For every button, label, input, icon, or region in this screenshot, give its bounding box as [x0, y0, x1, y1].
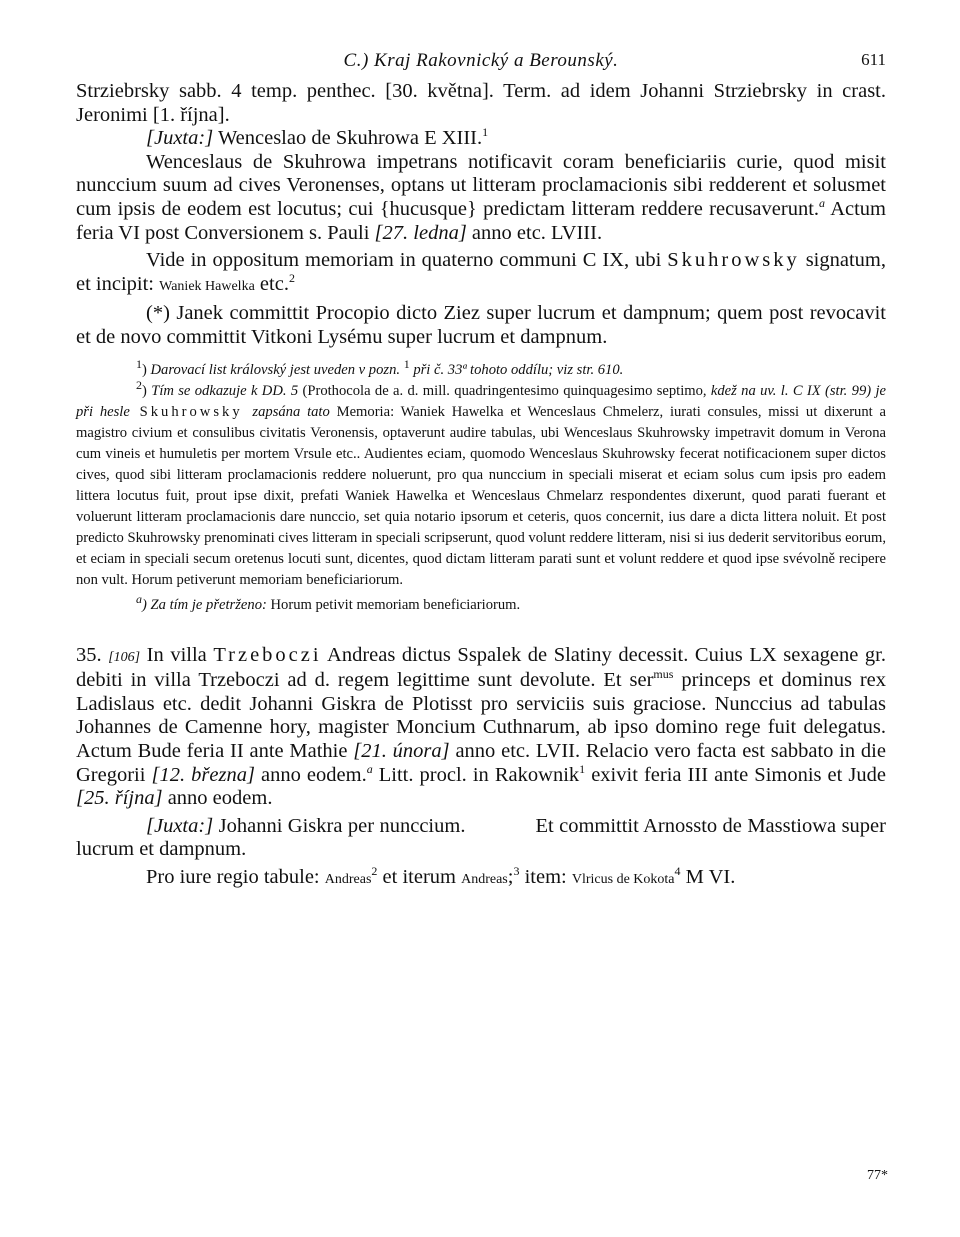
sheet-mark: 77*	[867, 1168, 888, 1183]
actum-text: Actum feria VI post Conversionem s. Pauli	[76, 197, 886, 244]
folio-ref: [106]	[108, 649, 141, 665]
pro-text-d: item:	[519, 865, 572, 888]
entry-text-3: princeps et dominus rex Ladislaus etc. dedit Johanni Giskra de Plotisst pro serviciis suis graciose. Nunccius ad tabulas Johannes de Camenne hory, magister Moncium Cuthnarum, ab ipso domino rege fuit delegatus. Actum Bude feria II ante Mathie	[76, 669, 886, 762]
entry-text-2: Andreas dictus Sspalek de Slatiny decessit. Cuius LX sexagene gr. debiti in villa Trzeboczi ad d. regem legittime sunt devolute. Et ser	[76, 643, 887, 692]
footnote-ref-4-35: 4	[674, 864, 681, 879]
page-number: 611	[861, 50, 886, 69]
footnote-ref-2: 2	[288, 270, 295, 285]
anno-text: anno etc. LVIII.	[466, 221, 603, 244]
place-trzeboczi: Trzeboczi	[213, 643, 322, 666]
wenceslaus-text: Wenceslaus de Skuhrowa impetrans notificavit coram beneficiariis curie, quod misit nunccium suum ad cives Veronenses, optans ut litteram proclamacionis sibi redderent et solusmet cum ipsis de eodem est locutus; cui {hucusque} predictam litteram reddere recusaverunt.	[76, 150, 886, 220]
footnote-2-memoria: Memoria: Waniek Hawelka et Wenceslaus Chmelerz, iurati consules, missi ut dixerunt a magistro civium et consulibus civitatis Veronensis, optaverunt audire tabulas, ubi Wenceslaus Skuhrowsky impetravit domum in Verona cum vineis et humuletis per mortem Vrsule etc.. Audientes eciam, quomodo Wenceslaus Skuhrowsky fecerat notificacionem super dictos cives, quod sibi litteram proclamacionis reddere noluerunt, pro qua nunccium in speciali miserat et eciam solus cum ipsis pro eadem littera locutus fuit, prout ipse dixit, prefati Waniek Hawelka et Wenceslaus Chmelarz respondentes dixerunt, quod parati fuerant et voluerunt litteram proclamacionis dare nunccio, set quia notario ipsorum et ceteris, quos concernit, ius dare a dicta littera noluit. Et post predicto Skuhrowsky prenominati cives litteram in speciali scripserunt, quod volunt reddere litteram, nisi si ius dederit servitoribus eorum, et eciam in speciali secum oretenus locuti sunt, dicentes, quod dictam litteram parati sunt et volunt reddere et quod ipse svévolně recipere non vult. Horum petiverunt memoriam beneficiariorum.	[76, 403, 886, 588]
footnote-ref-a: a	[819, 196, 826, 211]
footnote-1-rest: při č. 33ª tohoto oddílu; viz str. 610.	[409, 361, 624, 378]
paragraph-term: Strziebrsky sabb. 4 temp. penthec. [30. května]. Term. ad idem Johanni Strziebrsky in crast. Jeronimi [1. října].	[76, 80, 886, 126]
footnote-a	[76, 591, 886, 616]
juxta-label: [Juxta:]	[146, 127, 214, 150]
paragraph-janek: (*) Janek committit Procopio dicto Ziez super lucrum et dampnum; quem post revocavit et de novo committit Vitkoni Lysému super lucrum et dampnum.	[76, 302, 886, 348]
juxta-35-text: Johanni Giskra per nunccium.	[213, 814, 466, 837]
footnote-ref-1: 1	[482, 125, 489, 140]
entry-text-5: anno eodem.	[254, 763, 367, 786]
footnote-a-text: Horum petivit memoriam beneficiariorum.	[266, 596, 521, 613]
signatum-text: signatum, et incipit:	[76, 249, 886, 295]
footnote-2: $^2$) Tím se odkazuje k DD. 5 (Prothocola de a. d. mill. quadringentesimo quinquagesimo septimo, kdež na uv. l. C IX (str. 99) je při hesle Skuhrowsky zapsána tato Memoria: Waniek Hawelka et Wenceslaus Chmelerz, iurati consules, missi ut dixerunt a magistro civium et consulibus civitatis Veronensis, optaverunt audire tabulas, ubi Wenceslaus Skuhrowsky impetravit domum in Verona cum vineis et humuletis per mortem Vrsule etc.. Audientes eciam, quomodo Wenceslaus Skuhrowsky fecerat notificacionem super dictos cives, quod sibi litteram proclamacionis reddere noluerunt, pro qua nunccium in speciali miserat et eciam solus cum ipsis pro eadem littera locutus fuit, prout ipse dixit, prefati Waniek Hawelka et Wenceslaus Chmelarz respondentes dixerunt, quod parati fuerant et voluerunt litteram proclamacionis dare nunccio, set quia notario ipsorum et ceteris, quos concernit, ius dare a dicta littera noluit. Et post predicto Skuhrowsky prenominati cives litteram in speciali scripserunt, quod volunt reddere litteram, nisi si ius dederit servitoribus eorum, et eciam in speciali secum oretenus locuti sunt, dicentes, quod dictam litteram parati sunt et volunt reddere et quod ipse svévolně recipere non vult. Horum petiverunt memoriam beneficiariorum.	[76, 377, 886, 588]
sup-mus: mus	[653, 667, 674, 682]
footnote-a-letter: a	[136, 591, 142, 606]
running-head: C.) Kraj Rakovnický a Berounský.	[343, 50, 619, 71]
juxta-35-label: [Juxta:]	[146, 814, 214, 837]
vide-text: Vide in oppositum memoriam in quaterno communi C IX, ubi	[146, 249, 668, 272]
pro-text-b: et iterum	[377, 865, 462, 888]
paragraph-juxta	[76, 127, 886, 151]
footnote-2-zapsana: zapsána tato	[252, 403, 330, 420]
incipit-small: Waniek Hawelka	[159, 278, 255, 294]
page	[76, 50, 886, 891]
etc-text: etc.	[254, 272, 289, 295]
date-ledna: [27. ledna]	[374, 221, 467, 244]
footnote-2-italic: kdež na uv. l. C IX (str. 99) je při hesle	[76, 382, 886, 420]
footnote-1-text: Darovací list královský jest uveden v pozn.	[150, 361, 401, 378]
footnote-ref-3-35: 3	[513, 864, 520, 879]
pro-text-e: M VI.	[680, 865, 736, 888]
footnote-ref-1-35: 1	[579, 761, 586, 776]
footnote-2-skuhrowsky: Skuhrowsky	[129, 403, 253, 420]
paragraph-vide	[76, 249, 886, 298]
entry-text-7: exivit feria III ante Simonis et Jude	[585, 763, 886, 786]
footnote-1: $^1$) Darovací list královský jest uveden v pozn. $^1$ při č. 33ª tohoto oddílu; viz str. 610.	[136, 356, 624, 378]
page-header	[76, 50, 886, 80]
pro-name-andreas-1: Andreas	[324, 871, 372, 887]
footnote-2-lead: Tím se odkazuje k DD. 5	[151, 382, 299, 399]
footnote-ref-2-35: 2	[371, 864, 378, 879]
paragraph-wenceslaus	[76, 151, 886, 245]
entry-text-6: Litt. procl. in Rakownik	[372, 763, 580, 786]
juxta-text: Wenceslao de Skuhrowa E XIII.	[213, 127, 483, 150]
footnote-2-a: (Prothocola de a. d. mill. quadringentesimo quinquagesimo septimo,	[298, 382, 711, 399]
footnote-1-number: 1	[136, 356, 142, 371]
pro-iure-regio	[76, 866, 886, 892]
entry-text-1: In villa	[140, 643, 214, 666]
entry-number: 35.	[76, 643, 102, 666]
date-unora: [21. února]	[353, 739, 450, 762]
entry-text-8: anno eodem.	[162, 787, 273, 810]
name-skuhrowsky: Skuhrowsky	[667, 249, 800, 272]
date-brezna: [12. března]	[151, 763, 255, 786]
pro-name-andreas-2: Andreas	[461, 871, 508, 887]
pro-name-vlricus: Vlricus de Kokota	[571, 871, 675, 887]
juxta-35	[76, 815, 886, 862]
footnote-a-label: ) Za tím je přetrženo:	[142, 596, 267, 613]
date-rijna: [25. října]	[76, 787, 163, 810]
juxta-35-commit: Et committit Arnossto de Masstiowa super lucrum et dampnum.	[76, 814, 886, 861]
entry-text-4: anno etc. LVII. Relacio vero facta est sabbato in die Gregorii	[76, 739, 886, 786]
footnote-2-number: 2	[136, 377, 142, 392]
footnote-ref-a-35: a	[366, 761, 373, 776]
entry-35	[76, 644, 886, 811]
pro-text-a: Pro iure regio tabule:	[146, 865, 325, 888]
footnote-1-sup: 1	[403, 356, 410, 371]
pro-text-c: ;	[507, 865, 514, 888]
